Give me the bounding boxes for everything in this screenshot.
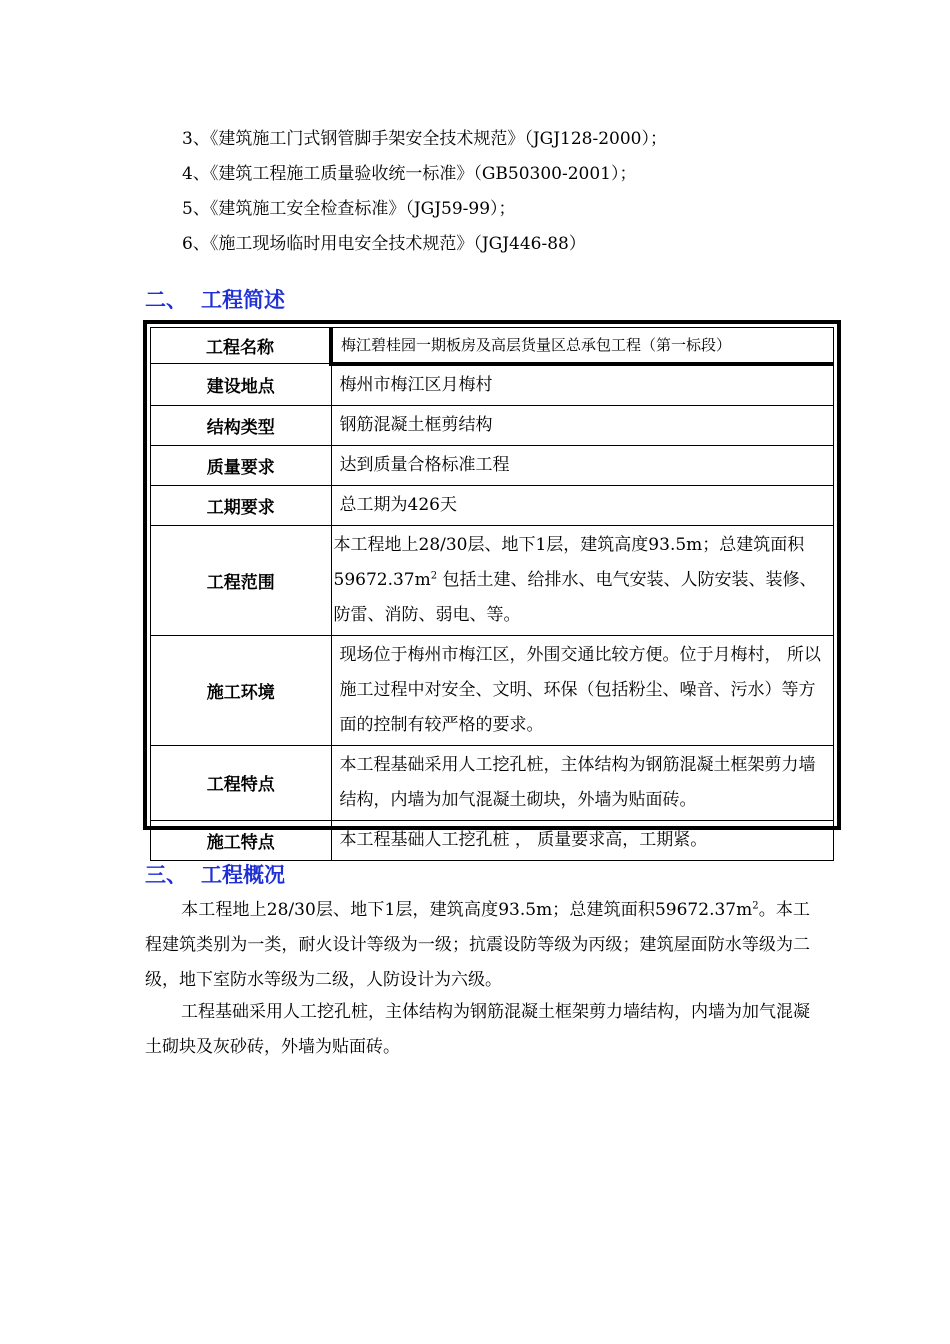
paragraph <box>145 893 810 998</box>
section-number: 二、 <box>145 288 187 312</box>
table-row <box>151 445 834 485</box>
row-label: 工程特点 <box>151 745 332 820</box>
table-row <box>151 635 834 745</box>
row-value: 本工程基础人工挖孔桩 ， 质量要求高，工期紧。 <box>331 820 834 860</box>
paragraph <box>145 995 810 1065</box>
row-label: 施工特点 <box>151 820 332 860</box>
table-row <box>151 820 834 860</box>
row-value <box>331 525 834 635</box>
section-heading-general <box>145 859 285 889</box>
reference-list <box>182 122 667 262</box>
reference-item: 3、《建筑施工门式钢管脚手架安全技术规范》（JGJ128-2000）； <box>182 129 667 149</box>
reference-item: 5、《建筑施工安全检查标准》（JGJ59-99）； <box>182 199 516 219</box>
superscript: 2 <box>752 900 759 912</box>
section-title: 工程概况 <box>201 863 285 887</box>
section-heading-overview <box>145 284 285 314</box>
project-summary-table-frame <box>143 320 841 853</box>
row-value: 梅江碧桂园一期板房及高层货量区总承包工程（第一标段） <box>331 328 834 364</box>
row-label: 施工环境 <box>151 635 332 745</box>
section-title: 工程简述 <box>201 288 285 312</box>
paragraph-text: 。本工程建筑类别为一类，耐火设计等级为一级；抗震设防等级为丙级；建筑屋面防水等级为二级，地下室防水等级为二级，人防设计为六级。 <box>145 900 811 990</box>
project-summary-table <box>150 327 834 861</box>
row-label: 工程范围 <box>151 525 332 635</box>
paragraph-text: 本工程地上28/30层、地下1层，建筑高度93.5m；总建筑面积59672.37m <box>181 900 753 920</box>
superscript: 2 <box>430 569 438 581</box>
row-value: 现场位于梅州市梅江区，外围交通比较方便。位于月梅村， 所以施工过程中对安全、文明、环保（包括粉尘、噪音、污水）等方面的控制有较严格的要求。 <box>331 635 834 745</box>
row-value: 钢筋混凝土框剪结构 <box>331 405 834 445</box>
row-value-text: 包括土建、给排水、电气安装、人防安装、装修、防雷、消防、弱电、等。 <box>333 569 817 625</box>
row-label: 工期要求 <box>151 485 332 525</box>
row-value-text: 本工程地上28/30层、地下1层，建筑高度93.5m；总建筑面积59672.37m <box>333 534 805 590</box>
row-value: 梅州市梅江区月梅村 <box>331 364 834 406</box>
row-value: 本工程基础采用人工挖孔桩，主体结构为钢筋混凝土框架剪力墙结构，内墙为加气混凝土砌块，外墙为贴面砖。 <box>331 745 834 820</box>
paragraph-text: 工程基础采用人工挖孔桩，主体结构为钢筋混凝土框架剪力墙结构，内墙为加气混凝土砌块及灰砂砖，外墙为贴面砖。 <box>145 1002 810 1057</box>
table-row <box>151 328 834 364</box>
section-number: 三、 <box>145 863 187 887</box>
row-value: 达到质量合格标准工程 <box>331 445 834 485</box>
table-row <box>151 364 834 406</box>
table-row <box>151 405 834 445</box>
row-label: 工程名称 <box>151 328 332 364</box>
row-value: 总工期为426天 <box>331 485 834 525</box>
reference-item: 6、《施工现场临时用电安全技术规范》（JGJ446-88） <box>182 234 586 254</box>
row-label: 质量要求 <box>151 445 332 485</box>
table-row <box>151 485 834 525</box>
table-row <box>151 525 834 635</box>
row-label: 结构类型 <box>151 405 332 445</box>
row-label: 建设地点 <box>151 364 332 406</box>
reference-item: 4、《建筑工程施工质量验收统一标准》（GB50300-2001）； <box>182 164 637 184</box>
table-row <box>151 745 834 820</box>
